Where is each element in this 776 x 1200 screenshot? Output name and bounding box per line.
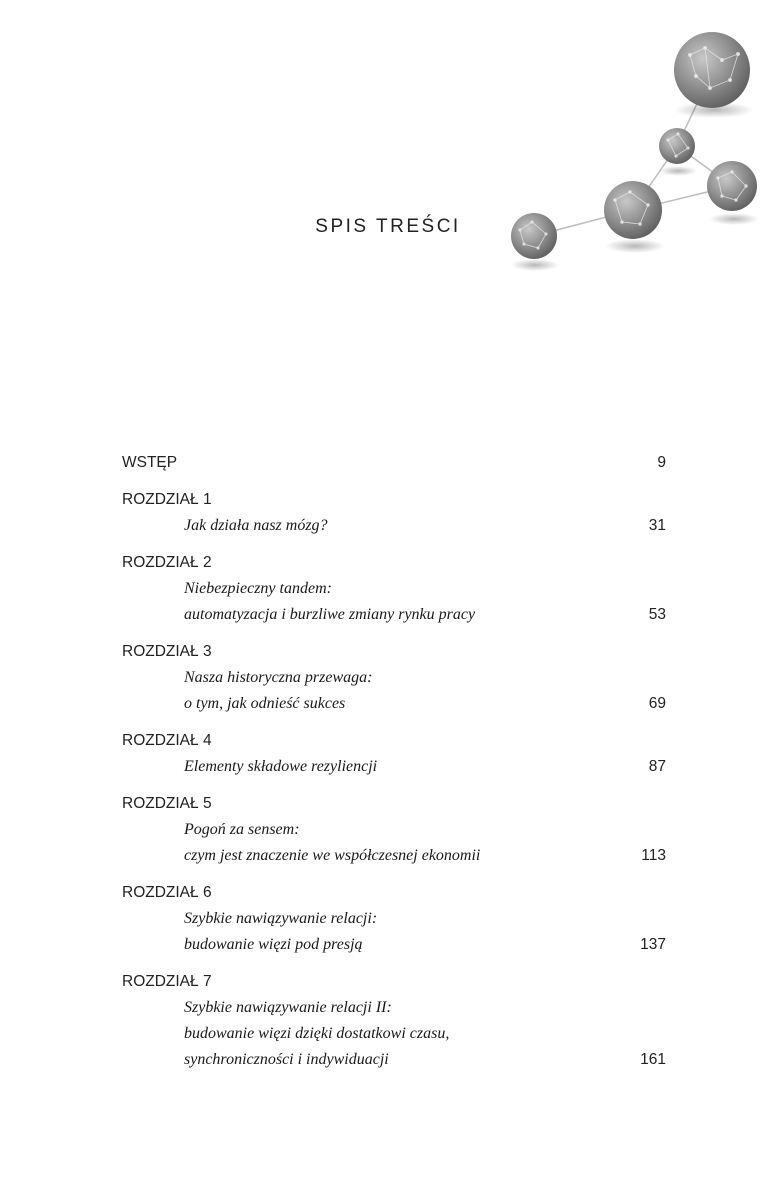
chapter-label: ROZDZIAŁ 2: [122, 554, 212, 571]
table-of-contents: [122, 450, 666, 1084]
chapter-page: 137: [640, 936, 666, 953]
chapter-title-line: Szybkie nawiązywanie relacji:: [184, 910, 378, 927]
toc-intro-row[interactable]: [122, 450, 666, 476]
chapter-title: [122, 513, 666, 539]
chapter-title-line: Niebezpieczny tandem:: [184, 580, 332, 597]
chapter-title-line: budowanie więzi dzięki dostatkowi czasu,: [184, 1025, 450, 1042]
chapter-title-line: synchroniczności i indywiduacji: [184, 1051, 389, 1068]
chapter-label: ROZDZIAŁ 7: [122, 973, 212, 990]
chapter-title: [122, 754, 666, 780]
chapter-label: ROZDZIAŁ 1: [122, 491, 212, 508]
chapter-title-line: automatyzacja i burzliwe zmiany rynku pracy: [184, 606, 476, 623]
chapter-title-line: o tym, jak odnieść sukces: [184, 695, 346, 712]
chapter-title-line: Szybkie nawiązywanie relacji II:: [184, 999, 392, 1016]
toc-chapter-6[interactable]: [122, 880, 666, 958]
chapter-label: ROZDZIAŁ 5: [122, 795, 212, 812]
page-title: SPIS TREŚCI: [315, 216, 461, 237]
toc-chapter-5[interactable]: [122, 791, 666, 869]
toc-intro-label: WSTĘP: [122, 454, 178, 471]
chapter-title: [122, 906, 666, 958]
chapter-title-line: budowanie więzi pod presją: [184, 936, 363, 953]
chapter-page: 31: [648, 517, 666, 534]
chapter-title: [122, 576, 666, 628]
toc-chapter-4[interactable]: [122, 728, 666, 780]
toc-intro-page: 9: [657, 454, 666, 471]
toc-chapter-3[interactable]: [122, 639, 666, 717]
chapter-title-line: Elementy składowe rezyliencji: [184, 758, 378, 775]
chapter-title-line: Pogoń za sensem:: [184, 821, 300, 838]
chapter-label: ROZDZIAŁ 3: [122, 643, 212, 660]
chapter-title-line: Jak działa nasz mózg?: [184, 517, 328, 534]
chapter-page: 69: [648, 695, 666, 712]
toc-chapter-2[interactable]: [122, 550, 666, 628]
chapter-title-line: czym jest znaczenie we współczesnej ekonomii: [184, 847, 481, 864]
toc-chapter-7[interactable]: [122, 969, 666, 1073]
chapter-page: 161: [640, 1051, 666, 1068]
chapter-label: ROZDZIAŁ 4: [122, 732, 212, 749]
chapter-title: [122, 995, 666, 1073]
chapter-page: 87: [648, 758, 666, 775]
chapter-page: 53: [648, 606, 666, 623]
toc-chapter-1[interactable]: [122, 487, 666, 539]
chapter-page: 113: [641, 847, 666, 864]
chapter-title: [122, 817, 666, 869]
chapter-title-line: Nasza historyczna przewaga:: [184, 669, 373, 686]
chapter-title: [122, 665, 666, 717]
constellation-spheres-icon: [500, 10, 776, 280]
chapter-label: ROZDZIAŁ 6: [122, 884, 212, 901]
